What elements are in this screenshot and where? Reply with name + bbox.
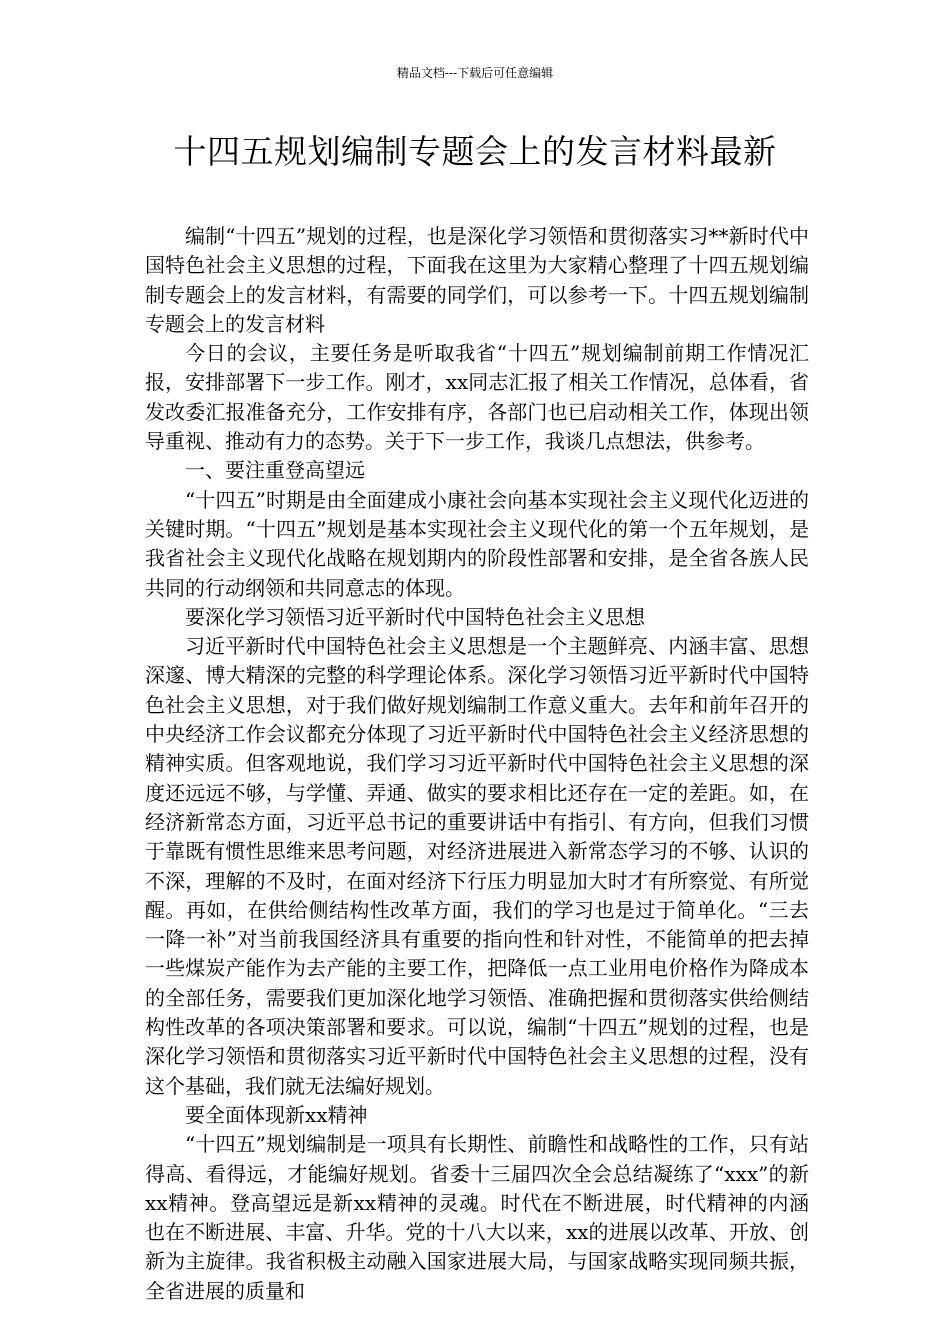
intro-paragraph: 编制“十四五”规划的过程，也是深化学习领悟和贯彻落实习**新时代中国特色社会主义思想的过程，下面我在这里为大家精心整理了十四五规划编制专题会上的发言材料，有需要的同学们，可以参考一下。十四五规划编制专题会上的发言材料: [145, 224, 809, 336]
opening-paragraph: 今日的会议，主要任务是听取我省“十四五”规划编制前期工作情况汇报，安排部署下一步工作。刚才，xx同志汇报了相关工作情况，总体看，省发改委汇报准备充分，工作安排有序，各部门也已启动相关工作，体现出领导重视、推动有力的态势。关于下一步工作，我谈几点想法，供参考。: [145, 341, 809, 454]
section-heading-1: 一、要注重登高望远: [185, 458, 365, 483]
section-paragraph-1: “十四五”时期是由全面建成小康社会向基本实现社会主义现代化迈进的关键时期。“十四五”规划是基本实现社会主义现代化的第一个五年规划，是我省社会主义现代化战略在规划期内的阶段性部署和安排，是全省各族人民共同的行动纲领和共同意志的体现。: [145, 487, 809, 600]
document-title: 十四五规划编制专题会上的发言材料最新: [173, 132, 777, 171]
subsection-paragraph-1: 习近平新时代中国特色社会主义思想是一个主题鲜亮、内涵丰富、思想深邃、博大精深的完整的科学理论体系。深化学习领悟习近平新时代中国特色社会主义思想，对于我们做好规划编制工作意义重大。去年和前年召开的中央经济工作会议都充分体现了习近平新时代中国特色社会主义经济思想的精神实质。但客观地说，我们学习习近平新时代中国特色社会主义思想的深度还远远不够，与学懂、弄通、做实的要求相比还存在一定的差距。如，在经济新常态方面，习近平总书记的重要讲话中有指引、有方向，但我们习惯于靠既有惯性思维来思考问题，对经济进展进入新常态学习的不够、认识的不深，理解的不及时，在面对经济下行压力明显加大时才有所察觉、有所觉醒。再如，在供给侧结构性改革方面，我们的学习也是过于简单化。“三去一降一补”对当前我国经济具有重要的指向性和针对性，不能简单的把去掉一些煤炭产能作为去产能的主要工作，把降低一点工业用电价格作为降成本的全部任务，需要我们更加深化地学习领悟、准确把握和贯彻落实供给侧结构性改革的各项决策部署和要求。可以说，编制“十四五”规划的过程，也是深化学习领悟和贯彻落实习近平新时代中国特色社会主义思想的过程，没有这个基础，我们就无法编好规划。: [145, 634, 809, 1098]
subheading-1: 要深化学习领悟习近平新时代中国特色社会主义思想: [185, 604, 645, 629]
subsection-paragraph-2: “十四五”规划编制是一项具有长期性、前瞻性和战略性的工作，只有站得高、看得远，才能编好规划。省委十三届四次全会总结凝练了“xxx”的新xx精神。登高望远是新xx精神的灵魂。时代在不断进展，时代精神的内涵也在不断进展、丰富、升华。党的十八大以来，xx的进展以改革、开放、创新为主旋律。我省积极主动融入国家进展大局，与国家战略实现同频共振，全省进展的质量和: [145, 1132, 809, 1303]
subheading-2: 要全面体现新xx精神: [185, 1102, 368, 1127]
document-body: [145, 222, 809, 1306]
page-header: 精品文档---下载后可任意编辑: [396, 66, 554, 80]
